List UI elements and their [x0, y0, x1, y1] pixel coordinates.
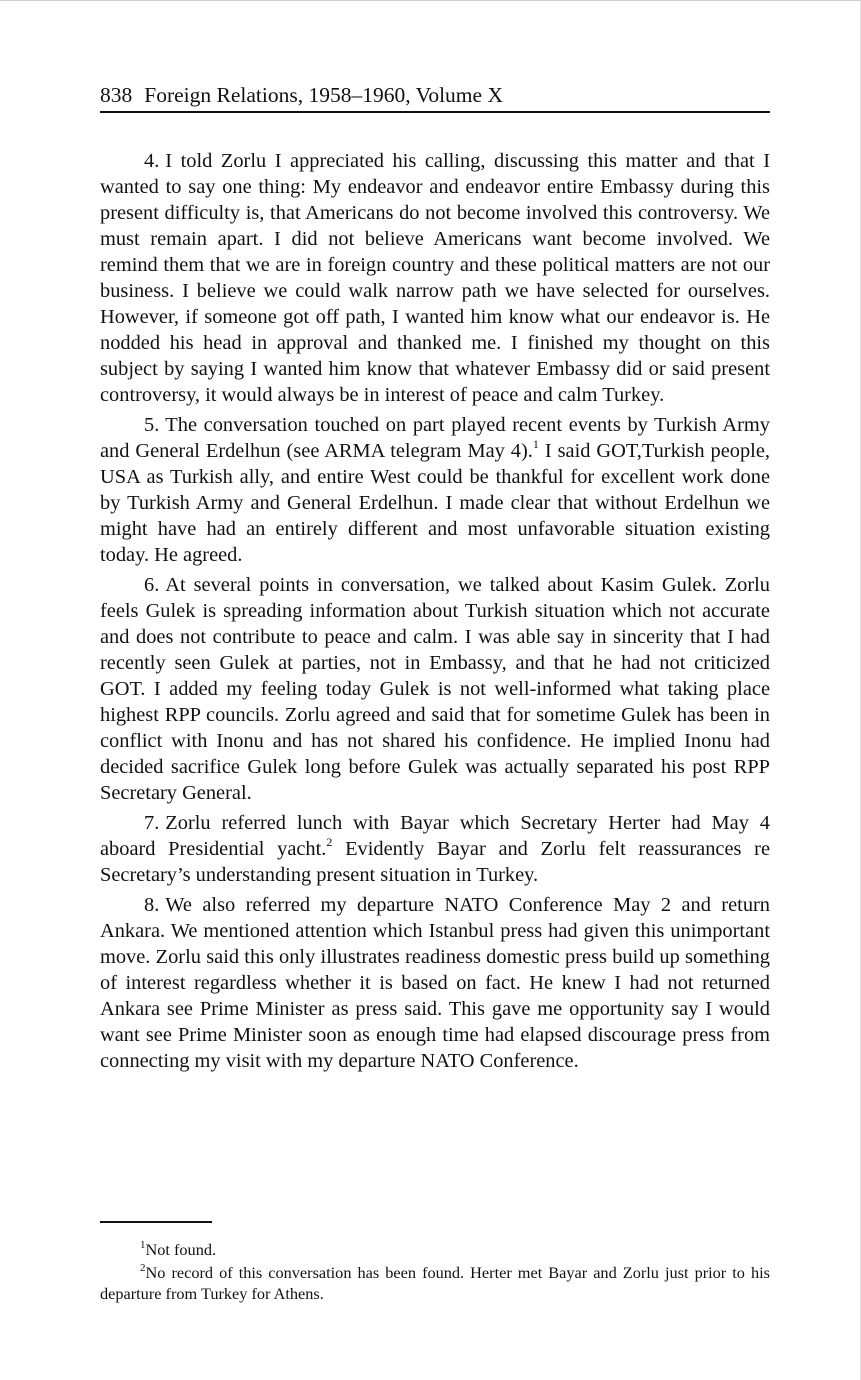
paragraph-5: [100, 412, 770, 568]
running-title: Foreign Relations, 1958–1960, Volume X: [144, 83, 503, 107]
footnote-1: [100, 1239, 770, 1260]
paragraph-text: At several points in conversation, we talked about Kasim Gulek. Zorlu feels Gulek is spreading information about Turkish situation which not accurate and does not contribute to peace and calm. I was able say in sincerity that I had recently seen Gulek at parties, not in Embassy, and that he had not criticized GOT. I added my feeling today Gulek is not well-informed what taking place highest RPP councils. Zorlu agreed and said that for sometime Gulek has been in conflict with Inonu and has not shared his confidence. He implied Inonu had decided sacrifice Gulek long before Gulek was actually separated his post RPP Secretary General.: [100, 574, 770, 804]
paragraph-text: Zorlu referred lunch with Bayar which Secretary Herter had May 4 aboard Presidential yacht.: [100, 812, 770, 860]
paragraph-number: 5.: [144, 414, 160, 436]
paragraph-number: 7.: [144, 812, 160, 834]
footnote-ref-1[interactable]: 1: [532, 437, 539, 451]
paragraph-8: [100, 892, 770, 1074]
footnote-marker: 1: [140, 1239, 146, 1251]
page-number: 838: [100, 83, 133, 107]
paragraph-number: 4.: [144, 150, 160, 172]
paragraph-7: [100, 810, 770, 888]
paragraph-number: 8.: [144, 894, 160, 916]
paragraph-6: [100, 572, 770, 806]
paragraph-text: I told Zorlu I appreciated his calling, discussing this matter and that I wanted to say one thing: My endeavor and endeavor entire Embassy during this present difficulty is, that Americans do not become involved this controversy. We must remain apart. I did not believe Americans want become involved. We remind them that we are in foreign country and these political matters are not our business. I believe we could walk narrow path we have selected for ourselves. However, if someone got off path, I wanted him know what our endeavor is. He nodded his head in approval and thanked me. I finished my thought on this subject by saying I wanted him know that whatever Embassy did or said present controversy, it would always be in interest of peace and calm Turkey.: [100, 150, 770, 406]
footnote-text: No record of this conversation has been found. Herter met Bayar and Zorlu just prior to his departure from Turkey for Athens.: [100, 1263, 770, 1303]
paragraph-text: We also referred my departure NATO Conference May 2 and return Ankara. We mentioned attention which Istanbul press had given this unimportant move. Zorlu said this only illustrates readiness domestic press build up something of interest regardless whether it is based on fact. He knew I had not returned Ankara see Prime Minister as press said. This gave me opportunity say I would want see Prime Minister soon as enough time had elapsed discourage press from connecting my visit with my departure NATO Conference.: [100, 894, 770, 1072]
footnote-text: Not found.: [145, 1240, 217, 1259]
footnote-ref-2[interactable]: 2: [326, 835, 333, 849]
footnote-2: [100, 1262, 770, 1304]
footnote-marker: 2: [140, 1262, 146, 1274]
paragraph-text-continued: Evidently Bayar and Zorlu felt reassurances re Secretary’s understanding present situation in Turkey.: [100, 838, 770, 886]
paragraph-4: [100, 148, 770, 408]
body-text: [100, 148, 770, 1078]
paragraph-text-continued: I said GOT,Turkish people, USA as Turkish ally, and entire West could be thankful for excellent work done by Turkish Army and General Erdelhun. I made clear that without Erdelhun we might have had an entirely different and most unfavorable situation existing today. He agreed.: [100, 440, 770, 566]
header-rule: [100, 111, 770, 113]
footnote-rule: [100, 1221, 212, 1223]
footnotes: [100, 1239, 770, 1306]
paragraph-text: The conversation touched on part played recent events by Turkish Army and General Erdelhun (see ARMA telegram May 4).: [100, 414, 770, 462]
paragraph-number: 6.: [144, 574, 160, 596]
running-head: [100, 81, 770, 109]
page-top-edge: [0, 0, 861, 1]
